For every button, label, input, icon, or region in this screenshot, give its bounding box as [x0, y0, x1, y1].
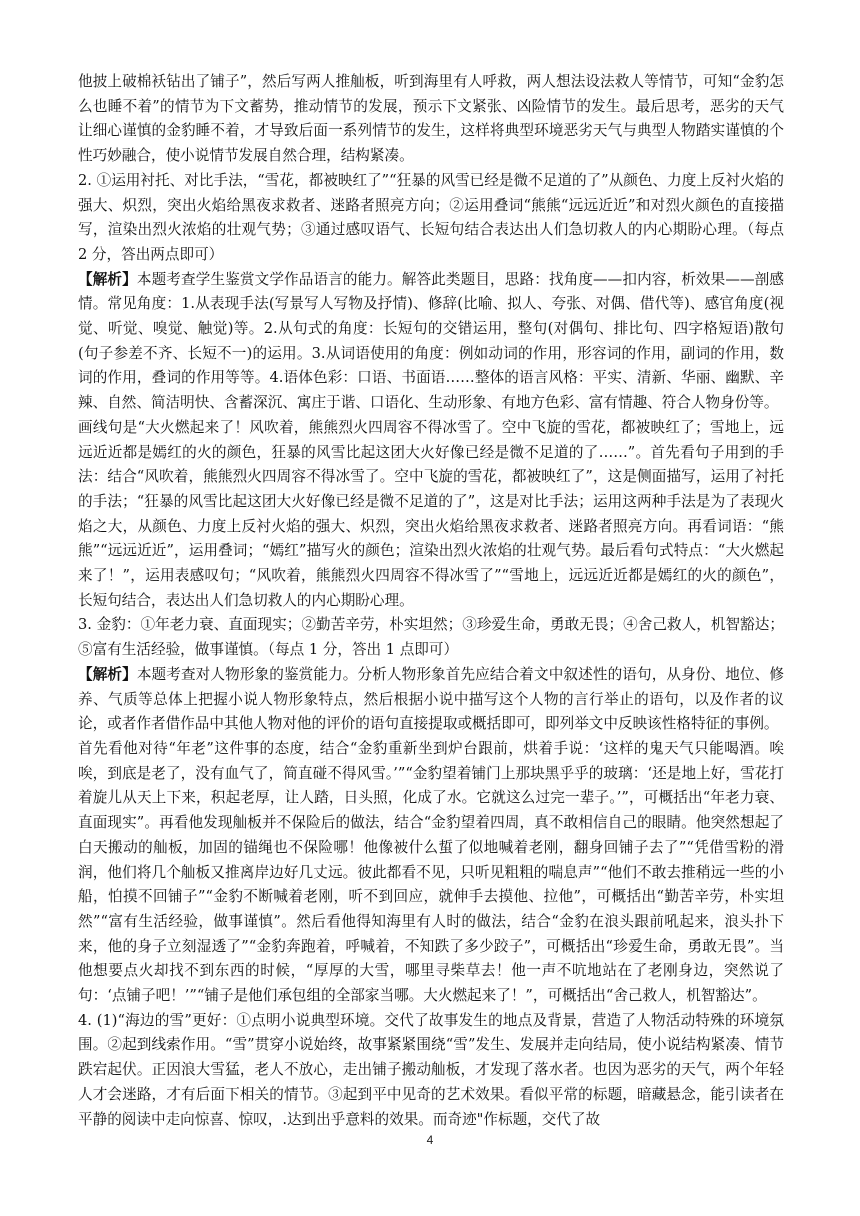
analysis-tag: 【解析】	[78, 270, 137, 288]
paragraph-text: 4. (1)“海边的雪”更好：①点明小说典型环境。交代了故事发生的地点及背景，营造了人物活动特殊的环境氛围。②起到线索作用。“雪”贯穿小说始终，故事紧紧围绕“雪”发生、发展并走向结局，使小说结构紧凑、情节跌宕起伏。正因浪大雪猛，老人不放心，走出铺子搬动舢板，才发现了落水者。也因为恶劣的天气，两个年轻人才会迷路，才有后面下相关的情节。③起到平中见奇的艺术效果。看似平常的标题，暗藏悬念，能引读者在平静的阅读中走向惊喜、惊叹，.达到出乎意料的效果。而奇迹"作标题，交代了故	[78, 1011, 784, 1128]
paragraph-text: 他披上破棉袄钻出了铺子”，然后写两人推舢板，听到海里有人呼救，两人想法设法救人等情节，可知“金豹怎么也睡不着”的情节为下文蓄势，推动情节的发展，预示下文紧张、凶险情节的发生。最后思考，恶劣的天气让细心谨慎的金豹睡不着，才导致后面一系列情节的发生，这样将典型环境恶劣天气与典型人物踏实谨慎的个性巧妙融合，使小说情节发展自然合理，结构紧凑。	[78, 73, 784, 165]
paragraph-text: 首先看他对待“年老”这件事的态度，结合“金豹重新坐到炉台跟前，烘着手说：‘这样的鬼天气只能喝酒。唉唉，到底是老了，没有血气了，简直碰不得风雪。’”“金豹望着铺门上那块黑乎乎的玻璃：‘还是地上好，雪花打着旋儿从天上下来，积起老厚，让人踏，日头照，化成了水。它就这么过完一辈子。’”，可概括出“年老力衰、直面现实”。再看他发现舢板并不保险后的做法，结合“金豹望着四周，真不敢相信自己的眼睛。他突然想起了白天搬动的舢板，加固的锚绳也不保险哪！他像被什么蜇了似地喊着老刚，翻身回铺子去了”“凭借雪粉的滑润，他们将几个舢板又推离岸边好几丈远。彼此都看不见，只听见粗粗的喘息声”“他们不敢去推稍远一些的小船，怕摸不回铺子”“金豹不断喊着老刚，听不到回应，就伸手去摸他、拉他”，可概括出“勤苦辛劳，朴实坦然”“富有生活经验，做事谨慎”。然后看他得知海里有人时的做法，结合“金豹在浪头跟前吼起来，浪头扑下来，他的身子立刻湿透了”“金豹奔跑着，呼喊着，不知跌了多少跤子”，可概括出“珍爱生命，勇敢无畏”。当他想要点火却找不到东西的时候，“厚厚的大雪，哪里寻柴草去！他一声不吭地站在了老刚身边，突然说了句：‘点铺子吧！’”“铺子是他们承包组的全部家当哪。大火燃起来了！”，可概括出“舍己救人，机智豁达”。	[78, 739, 784, 1005]
paragraph-text: 3. 金豹：①年老力衰、直面现实；②勤苦辛劳，朴实坦然；③珍爱生命，勇敢无畏；④舍己救人，机智豁达；⑤富有生活经验，做事谨慎。（每点 1 分，答出 1 点即可）	[78, 616, 784, 659]
page-number: 4	[426, 1133, 434, 1147]
analysis-paragraph-3	[78, 663, 784, 737]
paragraph-text: 2. ①运用衬托、对比手法，“雪花，都被映红了”“狂暴的风雪已经是微不足道的了”从颜色、力度上反衬火焰的强大、炽烈，突出火焰给黑夜求救者、迷路者照亮方向；②运用叠词“熊熊“远远近近”和对烈火颜色的直接描写，渲染出烈火浓焰的壮观气势；③通过感叹语气、长短句结合表达出人们急切救人的内心期盼心理。（每点 2 分，答出两点即可）	[78, 171, 784, 263]
answer-paragraph-3	[78, 613, 784, 662]
answer-paragraph-1-continued	[78, 70, 784, 169]
paragraph-text: 画线句是“大火燃起来了！风吹着，熊熊烈火四周容不得冰雪了。空中飞旋的雪花，都被映红了；雪地上，远远近近都是嫣红的火的颜色，狂暴的风雪比起这团大火好像已经是微不足道的了……”。首先看句子用到的手法：结合“风吹着，熊熊烈火四周容不得冰雪了。空中飞旋的雪花，都被映红了”，这是侧面描写，运用了衬托的手法；“狂暴的风雪比起这团大火好像已经是微不足道的了”，这是对比手法；运用这两种手法是为了表现火焰之大，从颜色、力度上反衬火焰的强大、炽烈，突出火焰给黑夜求救者、迷路者照亮方向。再看词语：“熊熊”“远远近近”，运用叠词；“嫣红”描写火的颜色；渲染出烈火浓焰的壮观气势。最后看句式特点：“大火燃起来了！”，运用表感叹句；“风吹着，熊熊烈火四周容不得冰雪了”“雪地上，远远近近都是嫣红的火的颜色”，长短句结合，表达出人们急切救人的内心期盼心理。	[78, 418, 784, 609]
paragraph-text: 本题考查学生鉴赏文学作品语言的能力。解答此类题目，思路：找角度——扣内容，析效果——剖感情。常见角度：1.从表现手法(写景写人写物及抒情)、修辞(比喻、拟人、夸张、对偶、借代等)、感官角度(视觉、听觉、嗅觉、触觉)等。2.从句式的角度：长短句的交错运用，整句(对偶句、排比句、四字格短语)散句(句子参差不齐、长短不一)的运用。3.从词语使用的角度：例如动词的作用，形容词的作用，副词的作用，数词的作用，叠词的作用等等。4.语体色彩：口语、书面语……整体的语言风格：平实、清新、华丽、幽默、辛辣、自然、简洁明快、含蓄深沉、寓庄于谐、口语化、生动形象、有地方色彩、富有情趣、符合人物身份等。	[78, 270, 784, 412]
paragraph-text: 本题考查对人物形象的鉴赏能力。分析人物形象首先应结合着文中叙述性的语句，从身份、地位、修养、气质等总体上把握小说人物形象特点，然后根据小说中描写这个人物的言行举止的语句，以及作者的议论，或者作者借作品中其他人物对他的评价的语句直接提取或概括即可，即列举文中反映该性格特征的事例。	[78, 665, 784, 733]
analysis-paragraph-2	[78, 268, 784, 416]
analysis-tag: 【解析】	[78, 665, 137, 683]
explanation-paragraph-2	[78, 416, 784, 614]
answer-paragraph-2	[78, 169, 784, 268]
answer-paragraph-4	[78, 1009, 784, 1133]
explanation-paragraph-3	[78, 737, 784, 1009]
